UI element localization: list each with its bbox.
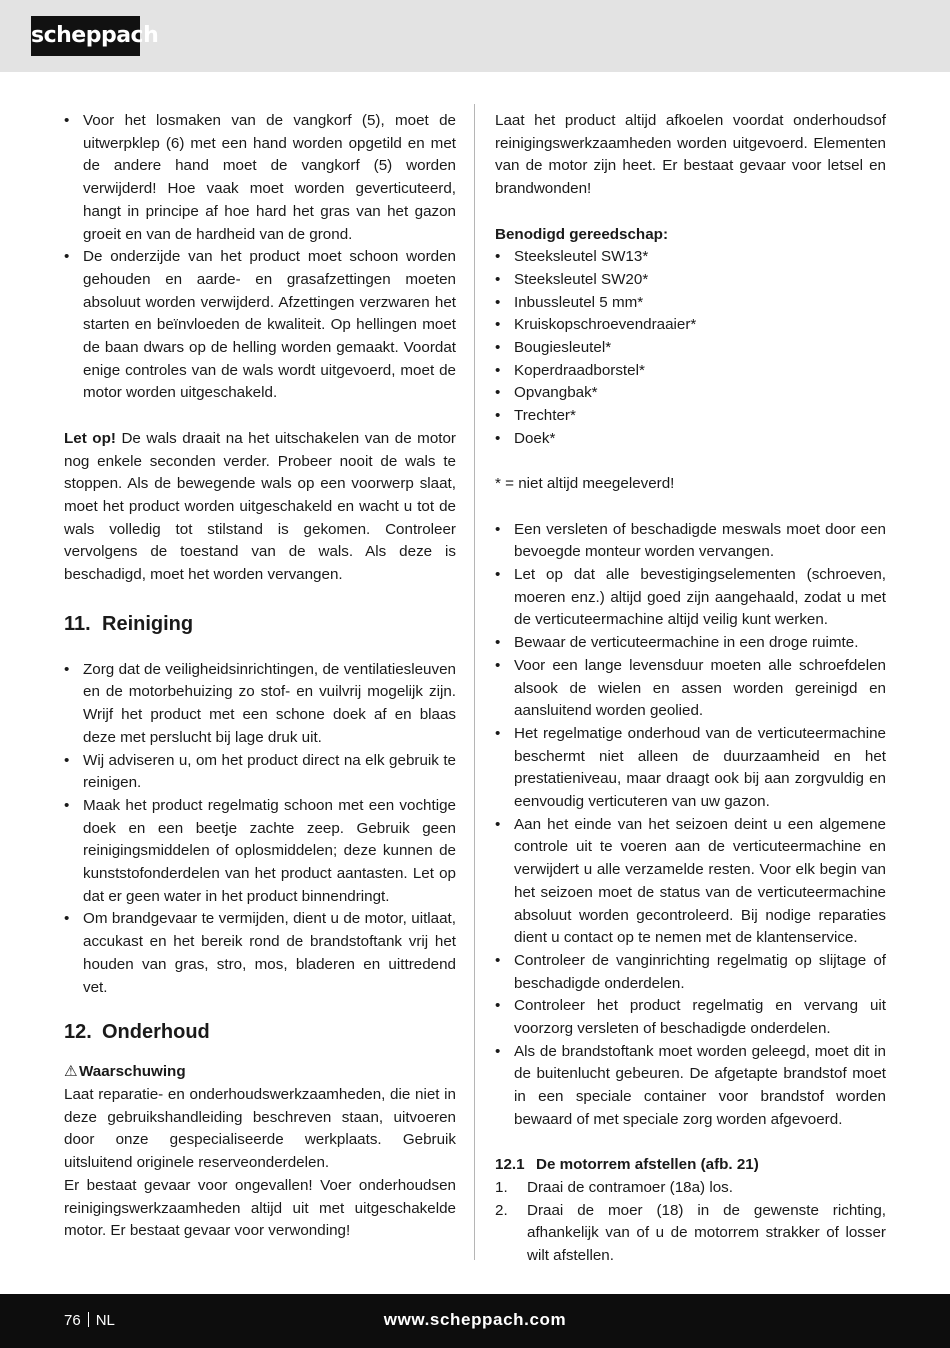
- tools-footnote: * = niet altijd meegeleverd!: [495, 475, 675, 493]
- page-footer: [0, 1294, 950, 1348]
- section-title-reiniging: 11. Reiniging: [64, 612, 194, 635]
- caution-label: Let op!: [64, 429, 116, 447]
- bullet-icon: •: [495, 634, 501, 652]
- intro-bullet-list: [64, 110, 456, 405]
- step-number: 1.: [495, 1178, 508, 1196]
- list-item: • Bougiesleutel*: [495, 337, 886, 360]
- list-item: • Opvangbak*: [495, 382, 886, 405]
- bullet-icon: •: [495, 361, 501, 379]
- list-item: • Steeksleutel SW20*: [495, 269, 886, 292]
- bullet-icon: •: [495, 1042, 501, 1060]
- list-item: • Het regelmatige onderhoud van de verticuteermachine beschermt niet alleen de duurzaamheid en het prestatieniveau, maar draagt ook bij aan zorgvuldig en eenvoudig verticuteren van uw gazon.: [495, 724, 886, 811]
- tools-list: [495, 246, 886, 450]
- bullet-icon: •: [64, 248, 70, 266]
- subsection-title-motorrem: 12.1 De motorrem afstellen (afb. 21): [495, 1156, 759, 1174]
- list-item: • Trechter*: [495, 405, 886, 428]
- bullet-icon: •: [495, 339, 501, 357]
- tools-heading: Benodigd gereedschap:: [495, 225, 668, 243]
- list-item: 1. Draai de contramoer (18a) los.: [495, 1177, 886, 1200]
- step-number: 2.: [495, 1201, 508, 1219]
- warning-text: Er bestaat gevaar voor ongevallen! Voer onderhoudsen reinigingswerkzaamheden altijd uit met uitgeschakelde motor. Er bestaat gevaar voor verwonding!: [64, 1176, 456, 1240]
- list-item: • Voor een lange levensduur moeten alle schroefdelen alsook de wielen en assen worden gereinigd en aansluitend worden geolied.: [495, 656, 886, 720]
- bullet-icon: •: [495, 951, 501, 969]
- list-item: • Koperdraadborstel*: [495, 360, 886, 383]
- list-item: • Steeksleutel SW13*: [495, 246, 886, 269]
- right-column: [495, 110, 886, 1268]
- scheppach-logo: scheppach: [31, 16, 140, 56]
- bullet-icon: •: [64, 751, 70, 769]
- bullet-icon: •: [495, 520, 501, 538]
- list-item: • Als de brandstoftank moet worden geleegd, moet dit in de buitenlucht gebeuren. De afgetapte brandstof moet in een speciale container voor brandstof worden bewaard of met speciale zorg worden afgevoerd.: [495, 1042, 886, 1128]
- language-code: NL: [95, 1312, 115, 1329]
- list-item: • Controleer het product regelmatig en vervang uit voorzorg versleten of beschadigde onderdelen.: [495, 997, 886, 1038]
- list-item: 2. Draai de moer (18) in de gewenste richting, afhankelijk van of u de motorrem strakker of losser wilt afstellen.: [495, 1201, 886, 1265]
- bullet-icon: •: [495, 270, 501, 288]
- left-column: [64, 110, 456, 1243]
- list-item: • Doek*: [495, 428, 886, 451]
- warning-triangle-icon: ⚠: [64, 1063, 78, 1081]
- cleaning-bullet-list: [64, 659, 456, 1000]
- list-item: • Om brandgevaar te vermijden, dient u de motor, uitlaat, accukast en het bereik rond de brandstoftank vrij het houden van gras, stro, mos, bladeren en uittredend vet.: [64, 910, 456, 996]
- list-item: • Aan het einde van het seizoen deint u een algemene controle uit te voeren aan de verticuteermachine en verwijdert u alle verzamelde resten. Voor elk begin van het seizoen moet de status van de verticuteermachine absoluut worden gecontroleerd. Bij nodige reparaties dient u contact op te nemen met de klantenservice.: [495, 815, 886, 947]
- section-title-onderhoud: 12. Onderhoud: [64, 1021, 210, 1044]
- warning-text: Laat reparatie- en onderhoudswerkzaamheden, die niet in deze gebruikshandleiding beschreven staan, uitvoeren door onze gespecialiseerde werkplaats. Gebruik uitsluitend originele reserveonderdelen.: [64, 1086, 456, 1172]
- list-item: • Kruiskopschroevendraaier*: [495, 314, 886, 337]
- list-item: • Inbussleutel 5 mm*: [495, 292, 886, 315]
- list-item: • Zorg dat de veiligheidsinrichtingen, de ventilatiesleuven en de motorbehuizing zo stof- en vuilvrij mogelijk zijn. Wrijf het product met een schone doek af en blaas deze met perslucht bij lage druk uit.: [64, 660, 456, 746]
- bullet-icon: •: [64, 910, 70, 928]
- list-item: • Wij adviseren u, om het product direct na elk gebruik te reinigen.: [64, 751, 456, 792]
- column-divider: [474, 104, 475, 1260]
- bullet-icon: •: [495, 815, 501, 833]
- bullet-icon: •: [495, 997, 501, 1015]
- bullet-icon: •: [495, 724, 501, 742]
- list-item: • Maak het product regelmatig schoon met een vochtige doek en een beetje zachte zeep. Gebruik geen reinigingsmiddelen of oplosmiddelen; deze kunnen de kunststofonderdelen van het product aantasten. Let op dat er geen water in het product binnendringt.: [64, 796, 456, 905]
- page-number: 76 NL: [64, 1312, 115, 1329]
- bullet-icon: •: [495, 316, 501, 334]
- website-link[interactable]: www.scheppach.com: [383, 1310, 567, 1329]
- warning-heading: ⚠Waarschuwing: [64, 1061, 456, 1084]
- bullet-icon: •: [64, 796, 70, 814]
- bullet-icon: •: [495, 566, 501, 584]
- list-item: • Let op dat alle bevestigingselementen (schroeven, moeren enz.) altijd goed zijn aangehaald, zodat u met de verticuteermachine altijd veilig kunt werken.: [495, 566, 886, 629]
- bullet-icon: •: [64, 660, 70, 678]
- bullet-icon: •: [64, 112, 70, 129]
- bullet-icon: •: [495, 407, 501, 425]
- list-item: • De onderzijde van het product moet schoon worden gehouden en aarde- en grasafzettingen moeten absoluut worden verwijderd. Afzettingen verzwaren het starten en beïnvloeden de kwaliteit. Op hellingen moet de baan dwars op de helling worden gemaakt. Voordat enige controles van de wals wordt uitgevoerd, moet de motor worden uitgeschakeld.: [64, 248, 456, 402]
- caution-note: Let op! De wals draait na het uitschakelen van de motor nog enkele seconden verder. Probeer nooit de wals te stoppen. Als de bewegende wals op een voorwerp slaat, moet het product worden uitgeschakeld en wacht u tot de wals volledig tot stilstand is gekomen. Controleer vervolgens de toestand van de wals. Als deze is beschadigd, moet het worden vervangen.: [64, 429, 456, 584]
- list-item: • Controleer de vanginrichting regelmatig op slijtage of beschadigde onderdelen.: [495, 951, 886, 992]
- bullet-icon: •: [495, 384, 501, 402]
- bullet-icon: •: [495, 656, 501, 674]
- list-item: • Bewaar de verticuteermachine in een droge ruimte.: [495, 632, 886, 655]
- bullet-icon: •: [495, 429, 501, 447]
- steps-list: [495, 1177, 886, 1268]
- bullet-icon: •: [495, 293, 501, 311]
- maintenance-bullet-list: [495, 519, 886, 1132]
- bullet-icon: •: [495, 248, 501, 266]
- list-item: • Voor het losmaken van de vangkorf (5), moet de uitwerpklep (6) met een hand worden opgetild en met de andere hand moet de vangkorf (5) worden verwijderd! Hoe vaak moet worden geverticuteerd, hangt in principe af hoe hard het gras van het gazon groeit en van de hardheid van de grond.: [64, 112, 456, 243]
- list-item: • Een versleten of beschadigde meswals moet door een bevoegde monteur worden vervangen.: [495, 520, 886, 561]
- page-header: [0, 0, 950, 72]
- cooling-note: Laat het product altijd afkoelen voordat onderhoudsof reinigingswerkzaamheden worden uitgevoerd. Elementen van de motor zijn heet. Er bestaat gevaar voor letsel en brandwonden!: [495, 112, 886, 198]
